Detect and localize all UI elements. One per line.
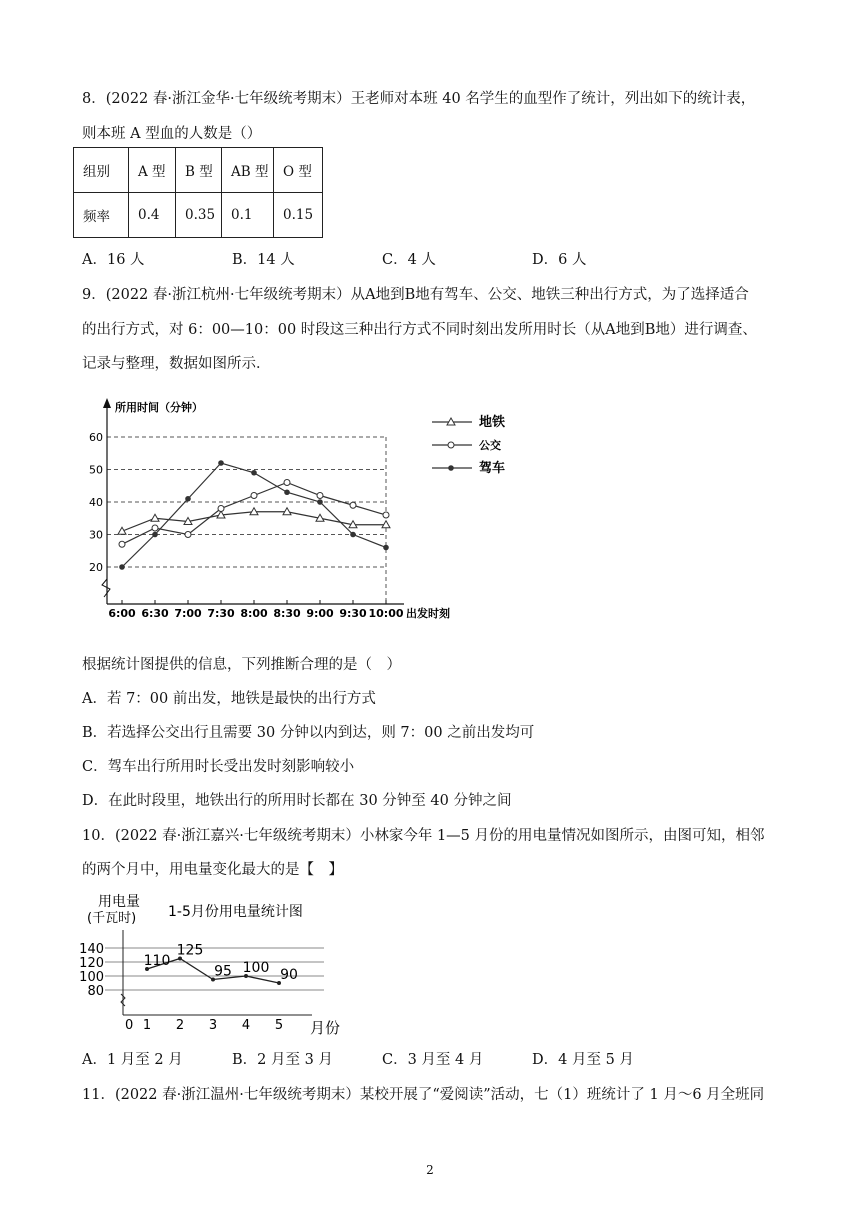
x-tick-label: 2	[175, 1018, 185, 1033]
y-axis-label: 所用时间（分钟）	[115, 401, 203, 414]
q11-text-line1: 11．(2022 春·浙江温州·七年级统考期末）某校开展了“爱阅读”活动，七（1）班统计了 1 月～6 月全班同	[82, 1087, 765, 1103]
data-point-open-circle	[152, 525, 158, 531]
legend-label: 公交	[479, 439, 501, 452]
x-tick-label: 6:30	[141, 607, 169, 620]
legend-marker	[448, 465, 454, 471]
travel-time-chart	[89, 392, 515, 624]
table-header-row	[74, 148, 323, 193]
y-tick-label: 20	[89, 561, 103, 574]
q8-option-b: B．14 人	[232, 252, 295, 268]
data-point-open-circle	[317, 493, 323, 499]
data-point-open-circle	[251, 493, 257, 499]
y-tick-label: 120	[79, 956, 104, 971]
legend-label: 地铁	[479, 415, 506, 430]
data-point-open-circle	[185, 532, 191, 538]
electricity-usage-chart	[79, 890, 364, 1040]
axis-break-mark	[121, 994, 125, 1006]
x-tick-label: 8:00	[240, 607, 268, 620]
axis-break-mark	[102, 579, 110, 597]
data-point-filled-circle	[350, 532, 356, 538]
q8-option-a: A．16 人	[82, 252, 145, 268]
x-tick-label: 4	[241, 1018, 251, 1033]
q10-option-c: C．3 月至 4 月	[382, 1052, 484, 1068]
table-row	[74, 193, 323, 238]
legend-marker	[448, 442, 454, 448]
q8-option-d: D．6 人	[532, 252, 587, 268]
origin-label: 0	[125, 1018, 134, 1033]
data-point-triangle	[151, 514, 159, 521]
q9-option-c: C．驾车出行所用时长受出发时刻影响较小	[82, 759, 355, 775]
chart-title: 1-5月份用电量统计图	[168, 904, 303, 920]
x-tick-label: 8:30	[273, 607, 301, 620]
q10-option-b: B．2 月至 3 月	[232, 1052, 333, 1068]
data-point-open-circle	[284, 480, 290, 486]
data-point-filled-circle	[383, 545, 389, 551]
data-point-filled-circle	[284, 489, 290, 495]
table-cell: 频率	[74, 193, 129, 238]
q10-option-d: D．4 月至 5 月	[532, 1052, 634, 1068]
y-axis-label-line2: (千瓦时)	[87, 911, 137, 926]
data-point-filled-circle	[218, 460, 224, 466]
x-tick-label: 10:00	[368, 607, 404, 620]
y-tick-label: 40	[89, 496, 103, 509]
y-axis-label-line1: 用电量	[98, 894, 140, 910]
q10-text-line2: 的两个月中，用电量变化最大的是【 】	[82, 862, 343, 878]
data-point-filled-circle	[251, 470, 257, 476]
y-tick-label: 80	[87, 984, 104, 999]
table-cell: 0.1	[222, 193, 274, 238]
q9-text-line2: 的出行方式，对 6：00—10：00 时段这三种出行方式不同时刻出发所用时长（从A地到B地）进行调查、	[82, 322, 757, 338]
table-cell: 0.15	[274, 193, 323, 238]
x-tick-label: 7:00	[174, 607, 202, 620]
table-cell: 0.35	[176, 193, 222, 238]
data-point-filled-circle	[317, 499, 323, 505]
data-label: 90	[280, 967, 298, 983]
x-tick-label: 9:30	[339, 607, 367, 620]
q9-text-line1: 9．(2022 春·浙江杭州·七年级统考期末）从A地到B地有驾车、公交、地铁三种出行方式，为了选择适合	[82, 287, 749, 303]
x-axis-label: 出发时刻	[406, 607, 450, 620]
x-tick-label: 3	[208, 1018, 218, 1033]
data-point-filled-circle	[152, 532, 158, 538]
q9-stem: 根据统计图提供的信息，下列推断合理的是（ ）	[82, 657, 401, 673]
table-cell: 组别	[74, 148, 129, 193]
y-axis-arrow	[103, 398, 111, 408]
table-cell: B 型	[176, 148, 222, 193]
table-cell: AB 型	[222, 148, 274, 193]
legend-label: 驾车	[479, 461, 506, 476]
q9-option-b: B．若选择公交出行且需要 30 分钟以内到达，则 7：00 之前出发均可	[82, 725, 535, 741]
q9-option-a: A．若 7：00 前出发，地铁是最快的出行方式	[82, 691, 376, 707]
y-tick-label: 140	[79, 942, 104, 957]
table-cell: O 型	[274, 148, 323, 193]
y-tick-label: 30	[89, 528, 103, 542]
data-point-open-circle	[350, 502, 356, 508]
data-point-open-circle	[119, 541, 125, 547]
x-tick-label: 7:30	[207, 607, 235, 620]
data-label: 125	[176, 942, 204, 959]
q8-text-line1: 8．(2022 春·浙江金华·七年级统考期末）王老师对本班 40 名学生的血型作了统计，列出如下的统计表，	[82, 91, 756, 107]
y-tick-label: 60	[89, 431, 103, 444]
q8-text-line2: 则本班 A 型血的人数是（）	[82, 126, 262, 142]
q10-option-a: A．1 月至 2 月	[82, 1052, 183, 1068]
x-tick-label: 5	[274, 1018, 284, 1033]
q9-text-line3: 记录与整理，数据如图所示．	[82, 356, 271, 372]
x-tick-label: 6:00	[108, 607, 136, 620]
data-label: 95	[214, 963, 232, 980]
data-label: 100	[242, 960, 270, 976]
q8-option-c: C．4 人	[382, 252, 436, 268]
x-tick-label: 1	[142, 1018, 152, 1033]
y-tick-label: 100	[79, 970, 104, 985]
page-number: 2	[426, 1163, 434, 1177]
data-label: 110	[143, 953, 171, 969]
table-cell: A 型	[129, 148, 176, 193]
data-point-filled-circle	[185, 496, 191, 502]
blood-type-table	[73, 147, 323, 238]
data-point-open-circle	[218, 506, 224, 512]
q9-option-d: D．在此时段里，地铁出行的所用时长都在 30 分钟至 40 分钟之间	[82, 793, 512, 809]
data-point-filled-circle	[119, 564, 125, 570]
x-tick-label: 9:00	[306, 607, 334, 620]
q10-text-line1: 10．(2022 春·浙江嘉兴·七年级统考期末）小林家今年 1—5 月份的用电量情况如图所示，由图可知，相邻	[82, 828, 765, 844]
x-axis-label: 月份	[310, 1019, 341, 1037]
table-cell: 0.4	[129, 193, 176, 238]
y-tick-label: 50	[89, 463, 103, 477]
data-point-open-circle	[383, 512, 389, 518]
